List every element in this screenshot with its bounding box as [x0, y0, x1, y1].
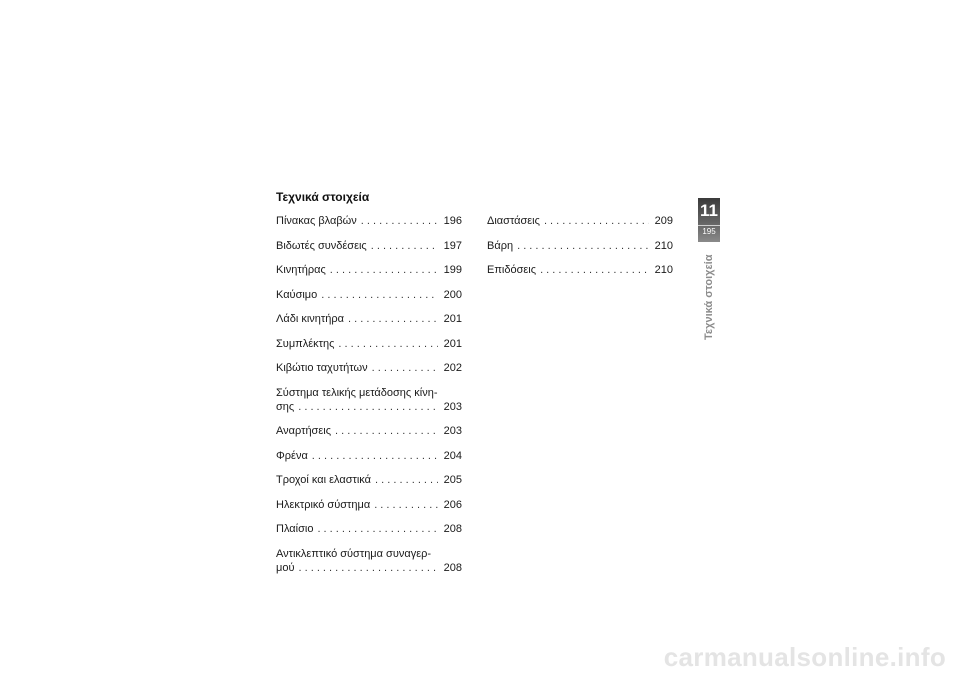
dot-leader — [361, 214, 438, 228]
toc-entry-label: Βάρη — [487, 239, 514, 252]
toc-entry-page: 200 — [443, 288, 462, 301]
toc-entry-label: Πίνακας βλαβών — [276, 215, 357, 227]
toc-entry[interactable] — [276, 312, 462, 326]
toc-entry-label: Τροχοί και ελαστικά — [276, 474, 372, 486]
dot-leader — [371, 239, 438, 253]
toc-entry-page: 203 — [443, 400, 462, 413]
toc-entry-page: 210 — [654, 264, 673, 276]
toc-entry-page: 209 — [654, 215, 673, 227]
toc-entry[interactable] — [276, 547, 462, 575]
toc-entry[interactable] — [276, 424, 462, 438]
side-chapter-label: Τεχνικά στοιχεία — [703, 254, 715, 340]
dot-leader — [517, 239, 649, 253]
toc-entry-label-line1: Σύστημα τελικής μετάδοσης κίνη- — [276, 386, 438, 399]
toc-entry-label: σης — [276, 400, 295, 413]
dot-leader — [330, 263, 438, 277]
toc-entry-page: 210 — [654, 239, 673, 252]
section-title: Τεχνικά στοιχεία — [276, 190, 370, 204]
toc-entry-label: Βιδωτές συνδέσεις — [276, 239, 367, 252]
toc-entry[interactable] — [276, 288, 462, 302]
dot-leader — [540, 263, 649, 277]
dot-leader — [335, 424, 438, 438]
dot-leader — [375, 473, 438, 487]
toc-entry[interactable] — [276, 498, 462, 512]
toc-entry-page: 206 — [443, 498, 462, 511]
toc-entry-label: Διαστάσεις — [487, 215, 540, 227]
page-number: 195 — [698, 225, 720, 237]
toc-entry-line — [276, 498, 462, 512]
chapter-number: 11 — [700, 201, 718, 220]
toc-entry-line — [487, 263, 673, 277]
toc-entry-page: 208 — [443, 561, 462, 574]
dot-leader — [372, 361, 438, 375]
toc-entry-line — [276, 424, 462, 438]
toc-entry-line — [276, 263, 462, 277]
dot-leader — [321, 288, 438, 302]
dot-leader — [338, 337, 438, 351]
toc-entry-page: 196 — [443, 215, 462, 227]
toc-entry-page: 199 — [443, 264, 462, 276]
toc-entry-line — [276, 239, 462, 253]
toc-entry-page: 201 — [443, 313, 462, 325]
toc-entry-line — [276, 561, 462, 575]
toc-entry[interactable] — [487, 214, 673, 228]
toc-right-column — [487, 214, 673, 288]
dot-leader — [298, 400, 438, 414]
toc-entry[interactable] — [276, 263, 462, 277]
toc-entry-line — [487, 214, 673, 228]
toc-entry[interactable] — [487, 263, 673, 277]
dot-leader — [317, 522, 438, 536]
toc-entry-label: Πλαίσιο — [276, 523, 314, 535]
toc-entry-label: Συμπλέκτης — [276, 337, 335, 350]
toc-entry[interactable] — [487, 239, 673, 253]
dot-leader — [312, 449, 438, 463]
toc-entry-label: Λάδι κινητήρα — [276, 313, 344, 325]
dot-leader — [298, 561, 438, 575]
toc-entry-line — [276, 361, 462, 375]
toc-entry-line — [487, 239, 673, 253]
watermark: carmanualsonline.info — [663, 642, 946, 672]
toc-entry-page: 197 — [443, 239, 462, 252]
toc-entry-line — [276, 312, 462, 326]
toc-entry-label: Κινητήρας — [276, 264, 326, 276]
toc-entry-label: Κιβώτιο ταχυτήτων — [276, 362, 368, 374]
toc-entry[interactable] — [276, 337, 462, 351]
dot-leader — [374, 498, 438, 512]
toc-left-column — [276, 214, 462, 585]
toc-entry-page: 201 — [443, 337, 462, 350]
toc-entry[interactable] — [276, 239, 462, 253]
toc-entry-line — [276, 449, 462, 463]
toc-entry[interactable] — [276, 449, 462, 463]
toc-entry-label: Φρένα — [276, 449, 308, 462]
dot-leader — [544, 214, 649, 228]
toc-entry[interactable] — [276, 214, 462, 228]
toc-entry-line — [276, 214, 462, 228]
toc-entry-label: μού — [276, 561, 295, 574]
toc-entry-label: Επιδόσεις — [487, 264, 537, 276]
toc-entry[interactable] — [276, 473, 462, 487]
toc-entry[interactable] — [276, 522, 462, 536]
toc-entry-line — [276, 337, 462, 351]
toc-entry-page: 204 — [443, 449, 462, 462]
toc-entry-line — [276, 522, 462, 536]
toc-entry-line — [276, 400, 462, 414]
toc-entry-page: 208 — [443, 523, 462, 535]
toc-entry-page: 205 — [443, 474, 462, 486]
toc-entry-label: Καύσιμο — [276, 288, 318, 301]
toc-entry-label: Ηλεκτρικό σύστημα — [276, 498, 371, 511]
chapter-tab — [698, 198, 720, 242]
toc-entry-line — [276, 473, 462, 487]
toc-entry-label-line1: Αντικλεπτικό σύστημα συναγερ- — [276, 547, 432, 560]
toc-entry-line — [276, 288, 462, 302]
toc-entry[interactable] — [276, 361, 462, 375]
toc-entry-page: 202 — [443, 362, 462, 374]
toc-entry-page: 203 — [443, 425, 462, 437]
dot-leader — [348, 312, 438, 326]
toc-entry[interactable] — [276, 386, 462, 414]
toc-entry-label: Αναρτήσεις — [276, 425, 331, 437]
